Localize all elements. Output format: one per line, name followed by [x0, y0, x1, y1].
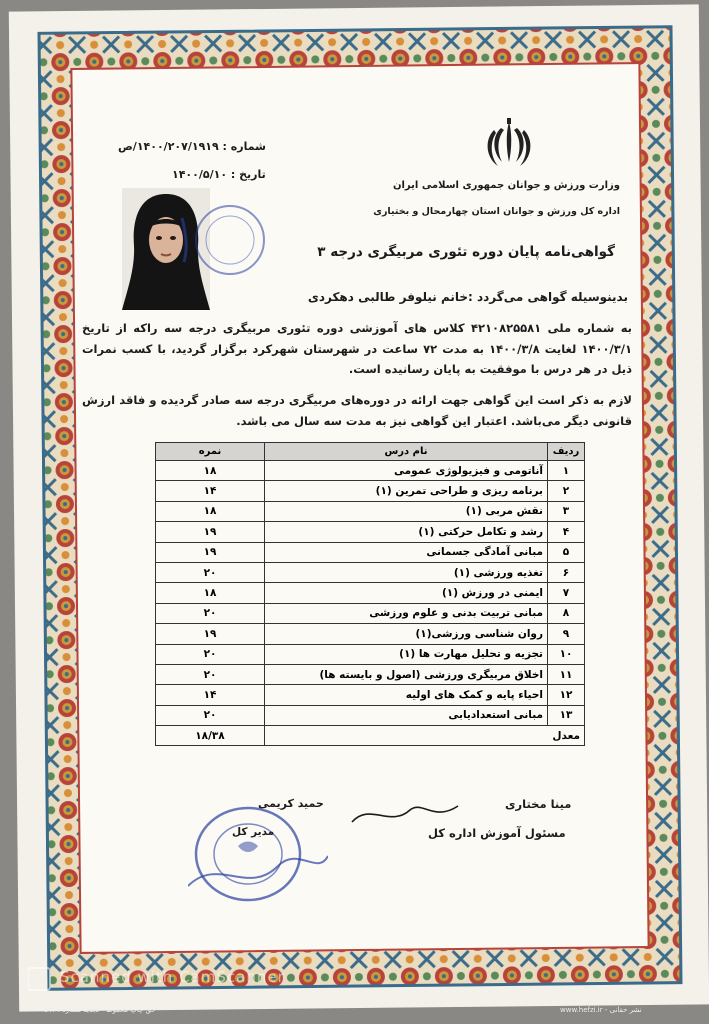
certificate-intro: بدینوسیله گواهی می‌گردد :خانم نیلوفر طالبی دهکردی	[307, 290, 628, 304]
course-score: ۱۹	[156, 624, 265, 644]
ministry-name: وزارت ورزش و جوانان جمهوری اسلامی ایران	[392, 180, 620, 191]
table-row	[156, 522, 585, 542]
course-name: نقش مربی (۱)	[265, 501, 548, 521]
row-number: ۹	[548, 624, 585, 644]
table-row	[156, 583, 585, 603]
row-number: ۲	[548, 481, 585, 501]
course-name: مبانی استعدادیابی	[265, 705, 548, 725]
course-name: ایمنی در ورزش (۱)	[265, 583, 548, 603]
table-row	[156, 542, 585, 562]
table-row	[156, 685, 585, 705]
table-row	[156, 603, 585, 623]
row-number: ۸	[548, 603, 585, 623]
row-number: ۶	[548, 562, 585, 582]
row-number: ۴	[548, 522, 585, 542]
course-name: تجزیه و تحلیل مهارت ها (۱)	[265, 644, 548, 664]
row-number: ۷	[548, 583, 585, 603]
grades-table	[155, 442, 585, 746]
course-score: ۱۹	[156, 522, 265, 542]
course-score: ۲۰	[156, 664, 265, 684]
footer-print-note: حق چاپ محفوظ - تجدید شماره : ۵۹۱	[44, 1006, 156, 1014]
letter-number: شماره : ۱۴۰۰/۲۰۷/۱۹۱۹/ص	[118, 140, 266, 153]
course-score: ۲۰	[156, 603, 265, 623]
course-score: ۱۴	[156, 481, 265, 501]
course-name: تغذیه ورزشی (۱)	[265, 562, 548, 582]
course-name: اخلاق مربیگری ورزشی (اصول و بایسته ها)	[265, 664, 548, 684]
table-row	[156, 624, 585, 644]
course-name: روان شناسی ورزشی(۱)	[265, 624, 548, 644]
table-header-row	[156, 443, 585, 461]
course-score: ۲۰	[156, 644, 265, 664]
header-score: نمره	[156, 443, 265, 461]
left-signatory-name: حمید کریمی	[258, 797, 324, 810]
office-seal-icon	[188, 796, 328, 906]
average-label: معدل	[265, 726, 585, 746]
table-row	[156, 644, 585, 664]
table-row	[156, 705, 585, 725]
official-stamp-icon	[190, 200, 270, 280]
row-number: ۱۰	[548, 644, 585, 664]
course-score: ۲۰	[156, 562, 265, 582]
course-name: آناتومی و فیزیولوژی عمومی	[265, 461, 548, 481]
course-name: مبانی تربیت بدنی و علوم ورزشی	[265, 603, 548, 623]
table-row	[156, 501, 585, 521]
letter-date: تاریخ : ۱۴۰۰/۵/۱۰	[172, 168, 266, 181]
course-name: احیاء پایه و کمک های اولیه	[265, 685, 548, 705]
row-number: ۱۲	[548, 685, 585, 705]
average-row	[156, 726, 585, 746]
course-score: ۱۸	[156, 461, 265, 481]
footer-publisher: نشر حقانی - www.hefzi.ir	[560, 1006, 642, 1014]
table-row	[156, 562, 585, 582]
certificate-title: گواهی‌نامه پایان دوره تئوری مربیگری درجه ۳	[317, 244, 615, 260]
right-signatory-name: مینا مختاری	[505, 797, 572, 811]
table-row	[156, 481, 585, 501]
course-score: ۱۸	[156, 501, 265, 521]
right-signatory-title: مسئول آموزش اداره کل	[428, 826, 566, 840]
course-score: ۲۰	[156, 705, 265, 725]
scanner-watermark: Scanned with CamScanner	[60, 968, 285, 986]
table-row	[156, 461, 585, 481]
left-signatory-title: مدیر کل	[232, 826, 275, 838]
certificate-paragraph-2: لازم به ذکر است این گواهی جهت ارائه در دوره‌های مربیگری درجه سه صادر گردیده و فاقد ارزش قانونی دیگر می‌باشد. اعتبار این گواهی نیز به مدت سه سال می باشد.	[82, 393, 632, 428]
average-value: ۱۸/۳۸	[156, 726, 265, 746]
header-row-number: ردیف	[548, 443, 585, 461]
certificate-paragraph-1: به شماره ملی ۴۲۱۰۸۲۵۵۸۱ کلاس های آموزشی دوره تئوری مربیگری درجه سه راکه از تاریخ ۱۴۰۰/۳/۱ لغایت ۱۴۰۰/۳/۸ به مدت ۷۲ ساعت در شهرستان شهرکرد برگزار گردید، با کسب نمرات ذیل در هر درس با موفقیت به پایان رسانیده است.	[82, 321, 633, 376]
course-score: ۱۴	[156, 685, 265, 705]
row-number: ۱	[548, 461, 585, 481]
iran-emblem-icon	[484, 118, 534, 170]
row-number: ۱۳	[548, 705, 585, 725]
row-number: ۵	[548, 542, 585, 562]
table-row	[156, 664, 585, 684]
course-name: رشد و تکامل حرکتی (۱)	[265, 522, 548, 542]
header-course-name: نام درس	[265, 443, 548, 461]
row-number: ۳	[548, 501, 585, 521]
office-name: اداره کل ورزش و جوانان استان چهارمحال و بختیاری	[373, 206, 620, 217]
course-score: ۱۹	[156, 542, 265, 562]
course-name: مبانی آمادگی جسمانی	[265, 542, 548, 562]
course-score: ۱۸	[156, 583, 265, 603]
course-name: برنامه ریزی و طراحی تمرین (۱)	[265, 481, 548, 501]
row-number: ۱۱	[548, 664, 585, 684]
